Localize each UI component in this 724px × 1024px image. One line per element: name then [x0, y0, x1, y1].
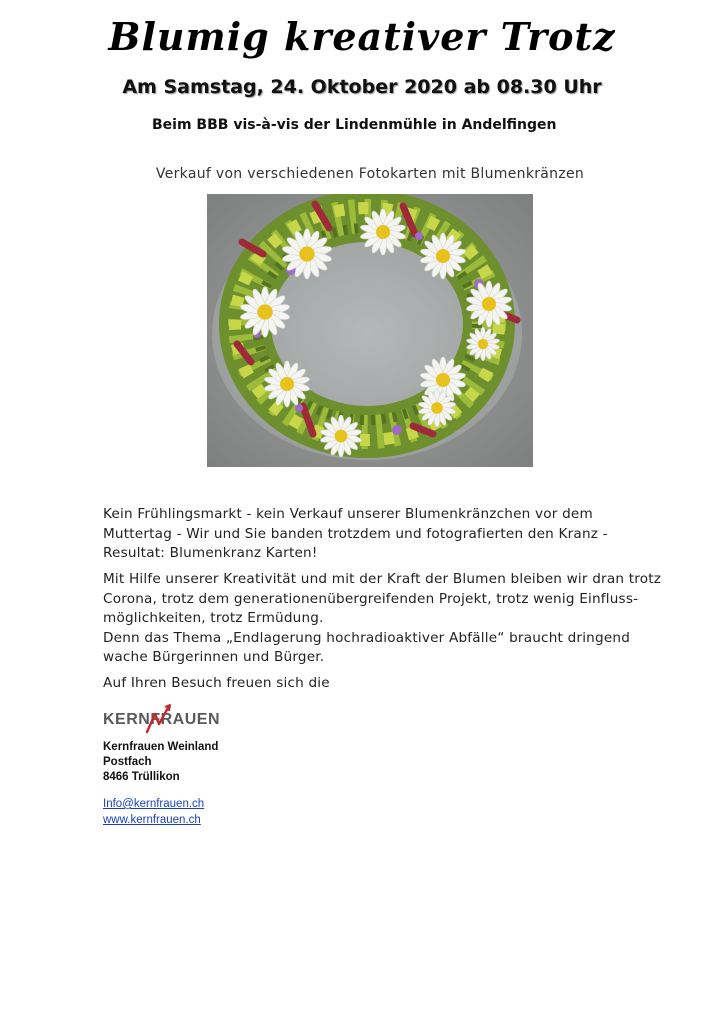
kernfrauen-logo: [103, 702, 243, 736]
address-postfach: Postfach: [103, 756, 152, 768]
event-subtitle: Verkauf von verschiedenen Fotokarten mit Blumenkränzen: [155, 166, 585, 182]
page-title: Blumig kreativer Trotz: [108, 14, 616, 59]
contact-links: [103, 796, 204, 828]
address-city: 8466 Trüllikon: [103, 771, 180, 783]
intro-paragraph: Kein Frühlingsmarkt - kein Verkauf unserer Blumenkränzchen vor dem Muttertag - Wir und Sie banden trotzdem und fotografierten den Kranz - Resultat: Blumenkranz Karten!: [103, 506, 608, 561]
website-link[interactable]: www.kernfrauen.ch: [103, 814, 201, 826]
logo-text: KERNFRAUEN: [103, 711, 220, 728]
main-paragraph-line1: Mit Hilfe unserer Kreativität und mit der Kraft der Blumen bleiben wir dran trotz Corona, trotz dem generationenübergreifenden Projekt, trotz wenig Einfluss-möglichkeiten, trotz Ermüdung.: [103, 571, 662, 626]
main-paragraph: [103, 570, 663, 668]
event-date: Am Samstag, 24. Oktober 2020 ab 08.30 Uhr: [122, 76, 602, 98]
event-location: Beim BBB vis-à-vis der Lindenmühle in Andelfingen: [152, 117, 557, 133]
email-link[interactable]: Info@kernfrauen.ch: [103, 798, 205, 810]
closing-text: Auf Ihren Besuch freuen sich die: [103, 675, 330, 691]
org-name: Kernfrauen Weinland: [103, 741, 219, 753]
flower-wreath-photo: [207, 194, 533, 467]
main-paragraph-line2: Denn das Thema „Endlagerung hochradioaktiver Abfälle“ braucht dringend wache Bürgerinnen und Bürger.: [103, 629, 631, 665]
address-block: [103, 740, 218, 785]
logo-lightning-icon: [103, 702, 243, 736]
